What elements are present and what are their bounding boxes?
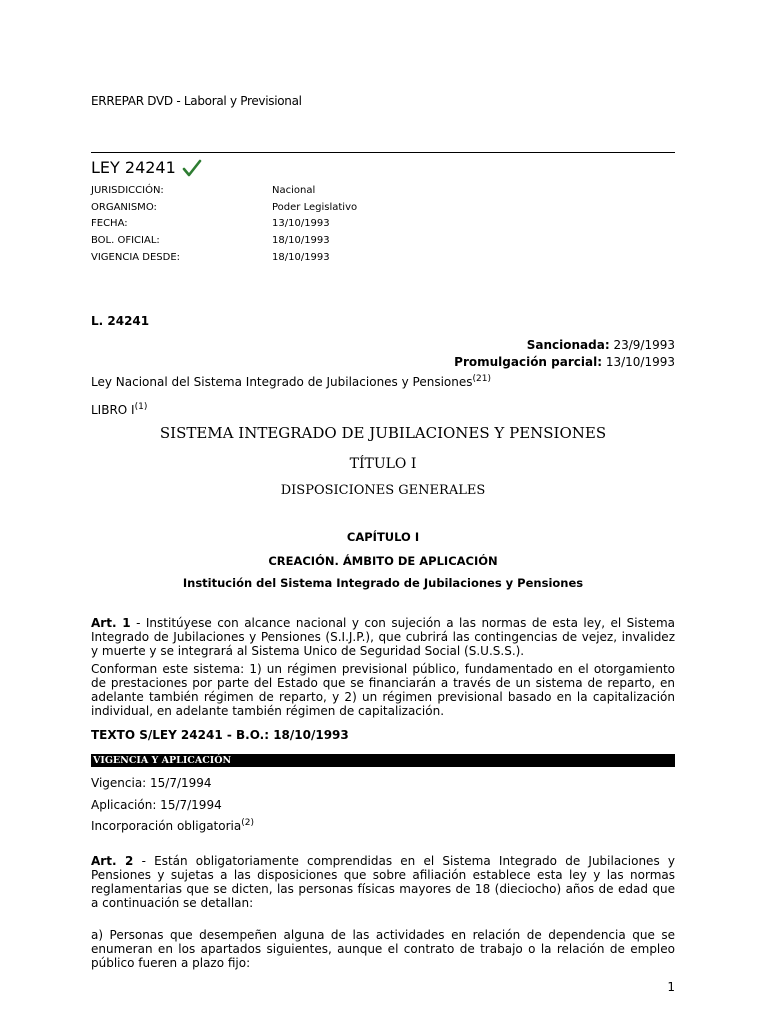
title-subheading: DISPOSICIONES GENERALES: [280, 483, 486, 498]
metadata-row: [91, 199, 357, 216]
validity-bar: VIGENCIA Y APLICACIÓN: [91, 754, 675, 767]
metadata-value: Poder Legislativo: [272, 201, 358, 213]
metadata-value: 13/10/1993: [272, 218, 330, 230]
metadata-value: 18/10/1993: [272, 235, 330, 247]
incorporation-text: Incorporación obligatoria: [91, 819, 242, 833]
document-source-header: ERREPAR DVD - Laboral y Previsional: [91, 94, 302, 108]
sanctioned-date: 23/9/1993: [613, 338, 675, 352]
promulgation-line: [91, 355, 675, 369]
promulgation-label: Promulgación parcial:: [454, 355, 602, 369]
validity-date: Vigencia: 15/7/1994: [91, 776, 212, 790]
footnote-ref: (2): [241, 818, 254, 828]
article-label: Art. 1: [91, 616, 131, 630]
law-name: [91, 375, 675, 389]
metadata-row: [91, 182, 357, 199]
metadata-key: VIGENCIA DESDE:: [91, 252, 181, 264]
footnote-ref: (1): [134, 402, 148, 412]
article-label: Art. 2: [91, 854, 134, 868]
title-heading: TÍTULO I: [349, 456, 417, 472]
chapter-heading: CAPÍTULO I: [346, 530, 420, 544]
article-text: - Están obligatoriamente comprendidas en el Sistema Integrado de Jubilaciones y Pensiones y sujetas a las disposiciones que sobre afiliación establece esta ley y las normas reglamentarias que se dicten, las personas físicas mayores de 18 (dieciocho) años de edad que a continuación se detallan:: [91, 854, 675, 910]
law-metadata-table: [91, 182, 357, 266]
article-1: [91, 616, 675, 658]
promulgation-date: 13/10/1993: [605, 355, 675, 369]
metadata-row: [91, 249, 357, 266]
footnote-ref: (21): [472, 374, 491, 384]
book-label: [91, 403, 675, 417]
law-title-text: LEY 24241: [91, 158, 176, 177]
metadata-value: Nacional: [272, 184, 316, 196]
header-divider: [91, 152, 675, 153]
law-name-text: Ley Nacional del Sistema Integrado de Jubilaciones y Pensiones: [91, 375, 473, 389]
sanctioned-line: [91, 338, 675, 352]
metadata-row: [91, 216, 357, 233]
institution-heading: Institución del Sistema Integrado de Jubilaciones y Pensiones: [182, 576, 584, 590]
metadata-value: 18/10/1993: [272, 252, 330, 264]
document-page: [91, 0, 675, 1024]
chapter-title: CREACIÓN. ÁMBITO DE APLICACIÓN: [268, 554, 498, 568]
metadata-key: JURISDICCIÓN:: [91, 184, 164, 196]
system-heading: SISTEMA INTEGRADO DE JUBILACIONES Y PENSIONES: [159, 424, 607, 442]
metadata-key: BOL. OFICIAL:: [91, 235, 160, 247]
incorporation-heading: [91, 819, 675, 833]
article-1-paragraph-2: Conforman este sistema: 1) un régimen previsional público, fundamentado en el otorgamiento de prestaciones por parte del Estado que se financiarán a través de un sistema de reparto, en adelante también régimen de reparto, y 2) un régimen previsional basado en la capitalización individual, en adelante también régimen de capitalización.: [91, 662, 675, 718]
law-title: [91, 158, 202, 177]
metadata-row: [91, 232, 357, 249]
text-source: TEXTO S/LEY 24241 - B.O.: 18/10/1993: [91, 728, 349, 742]
book-text: LIBRO I: [91, 403, 135, 417]
sanctioned-label: Sancionada:: [526, 338, 610, 352]
checkmark-icon: [182, 159, 202, 177]
application-date: Aplicación: 15/7/1994: [91, 798, 222, 812]
metadata-key: ORGANISMO:: [91, 201, 157, 213]
article-2: [91, 854, 675, 910]
law-code: L. 24241: [91, 314, 150, 328]
page-number: 1: [667, 980, 675, 994]
article-text: - Institúyese con alcance nacional y con sujeción a las normas de esta ley, el Sistema Integrado de Jubilaciones y Pensiones (S.I.J.P.), que cubrirá las contingencias de vejez, invalidez y muerte y se integrará al Sistema Unico de Seguridad Social (S.U.S.S.).: [91, 616, 676, 658]
metadata-key: FECHA:: [91, 218, 128, 230]
article-2-item-a: a) Personas que desempeñen alguna de las actividades en relación de dependencia que se enumeran en los apartados siguientes, aunque el contrato de trabajo o la relación de empleo público fueren a plazo fijo:: [91, 928, 675, 970]
